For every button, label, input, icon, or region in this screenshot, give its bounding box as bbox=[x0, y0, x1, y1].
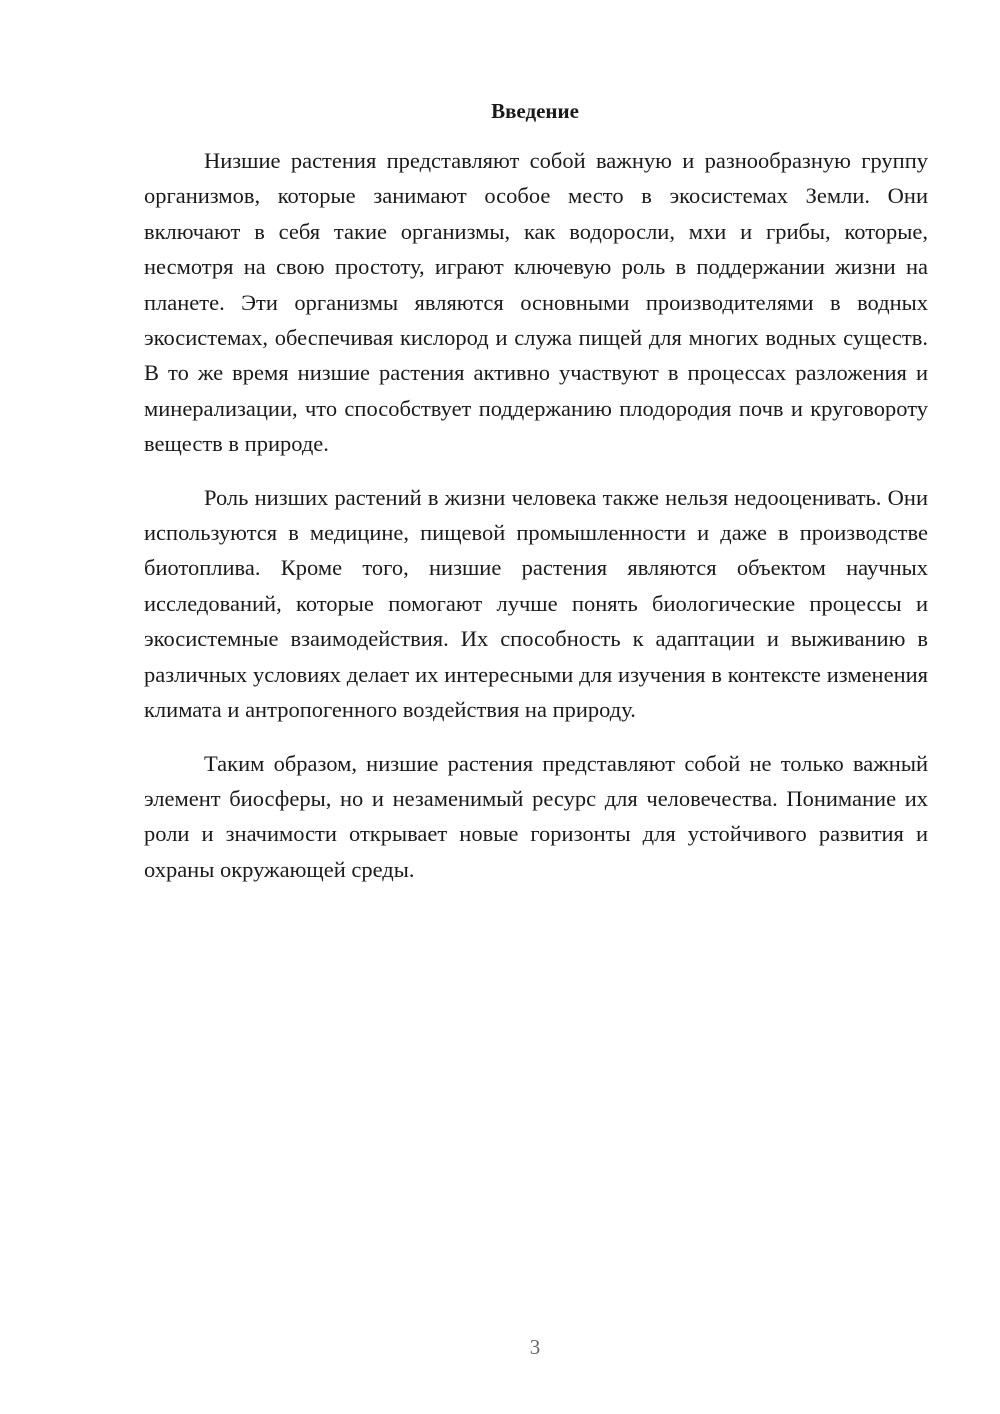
page-heading: Введение bbox=[491, 99, 579, 123]
paragraph-3: Таким образом, низшие растения представляют собой не только важный элемент биосферы, но и незаменимый ресурс для человечества. Понимание их роли и значимости открывает новые горизонты для устойчивого развития и охраны окружающей среды. bbox=[144, 750, 928, 882]
paragraph-2: Роль низших растений в жизни человека также нельзя недооценивать. Они используются в медицине, пищевой промышленности и даже в производстве биотоплива. Кроме того, низшие растения являются объектом научных исследований, которые помогают лучше понять биологические процессы и экосистемные взаимодействия. Их способность к адаптации и выживанию в различных условиях делает их интересными для изучения в контексте изменения климата и антропогенного воздействия на природу. bbox=[144, 484, 928, 723]
page-number: 3 bbox=[529, 1335, 541, 1359]
body-text bbox=[144, 143, 928, 905]
paragraph-1: Низшие растения представляют собой важную и разнообразную группу организмов, которые занимают особое место в экосистемах Земли. Они включают в себя такие организмы, как водоросли, мхи и грибы, которые, несмотря на свою простоту, играют ключевую роль в поддержании жизни на планете. Эти организмы являются основными производителями в водных экосистемах, обеспечивая кислород и служа пищей для многих водных существ. В то же время низшие растения активно участвуют в процессах разложения и минерализации, что способствует поддержанию плодородия почв и круговороту веществ в природе. bbox=[144, 148, 928, 457]
